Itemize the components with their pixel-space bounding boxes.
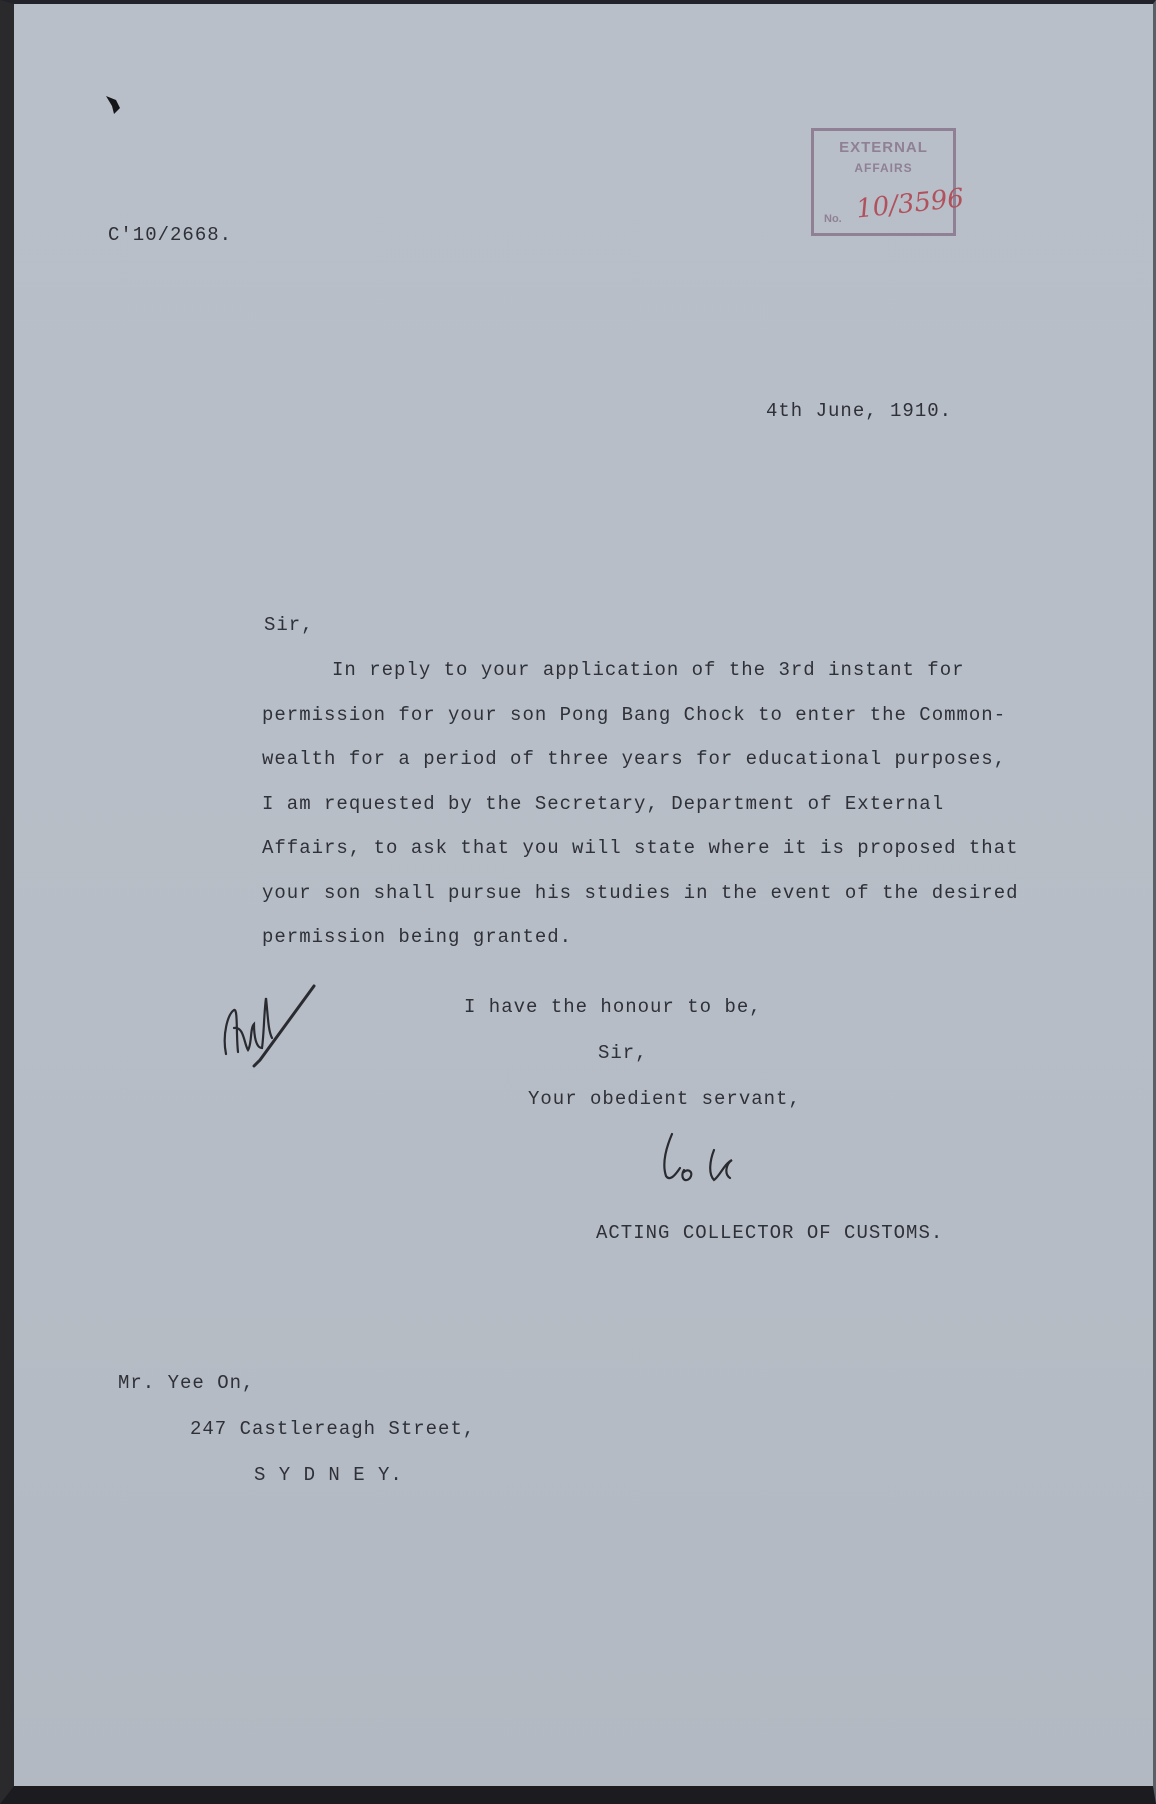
body-line: In reply to your application of the 3rd instant for xyxy=(332,659,965,681)
addressee-city: S Y D N E Y. xyxy=(254,1464,403,1486)
file-reference: C'10/2668. xyxy=(108,224,233,246)
closing-line-2: Sir, xyxy=(598,1042,648,1064)
ink-blot-mark xyxy=(104,94,122,116)
letter-date: 4th June, 1910. xyxy=(766,400,953,422)
handwritten-signature xyxy=(654,1124,774,1194)
stamp-no-label: No. xyxy=(824,213,842,225)
addressee-name: Mr. Yee On, xyxy=(118,1372,255,1394)
stamp-line-1: EXTERNAL xyxy=(839,139,928,156)
letter-body xyxy=(262,648,1102,960)
addressee-street: 247 Castlereagh Street, xyxy=(190,1418,476,1440)
body-line: permission being granted. xyxy=(262,926,573,948)
signatory-title: ACTING COLLECTOR OF CUSTOMS. xyxy=(596,1222,944,1244)
body-line: Affairs, to ask that you will state where it is proposed that xyxy=(262,837,1019,859)
body-line: your son shall pursue his studies in the event of the desired xyxy=(262,881,1019,904)
body-line: permission for your son Pong Bang Chock to enter the Common- xyxy=(262,703,1007,726)
stamp-number: 10/3596 xyxy=(854,183,966,225)
closing-line-3: Your obedient servant, xyxy=(528,1088,801,1110)
body-line: wealth for a period of three years for educational purposes, xyxy=(262,748,1007,770)
received-stamp xyxy=(811,128,966,236)
body-line: I am requested by the Secretary, Department of External xyxy=(262,792,945,815)
salutation: Sir, xyxy=(264,614,314,636)
stamp-line-2: AFFAIRS xyxy=(854,161,913,175)
handwritten-initials xyxy=(214,964,324,1074)
closing-line-1: I have the honour to be, xyxy=(464,996,762,1018)
